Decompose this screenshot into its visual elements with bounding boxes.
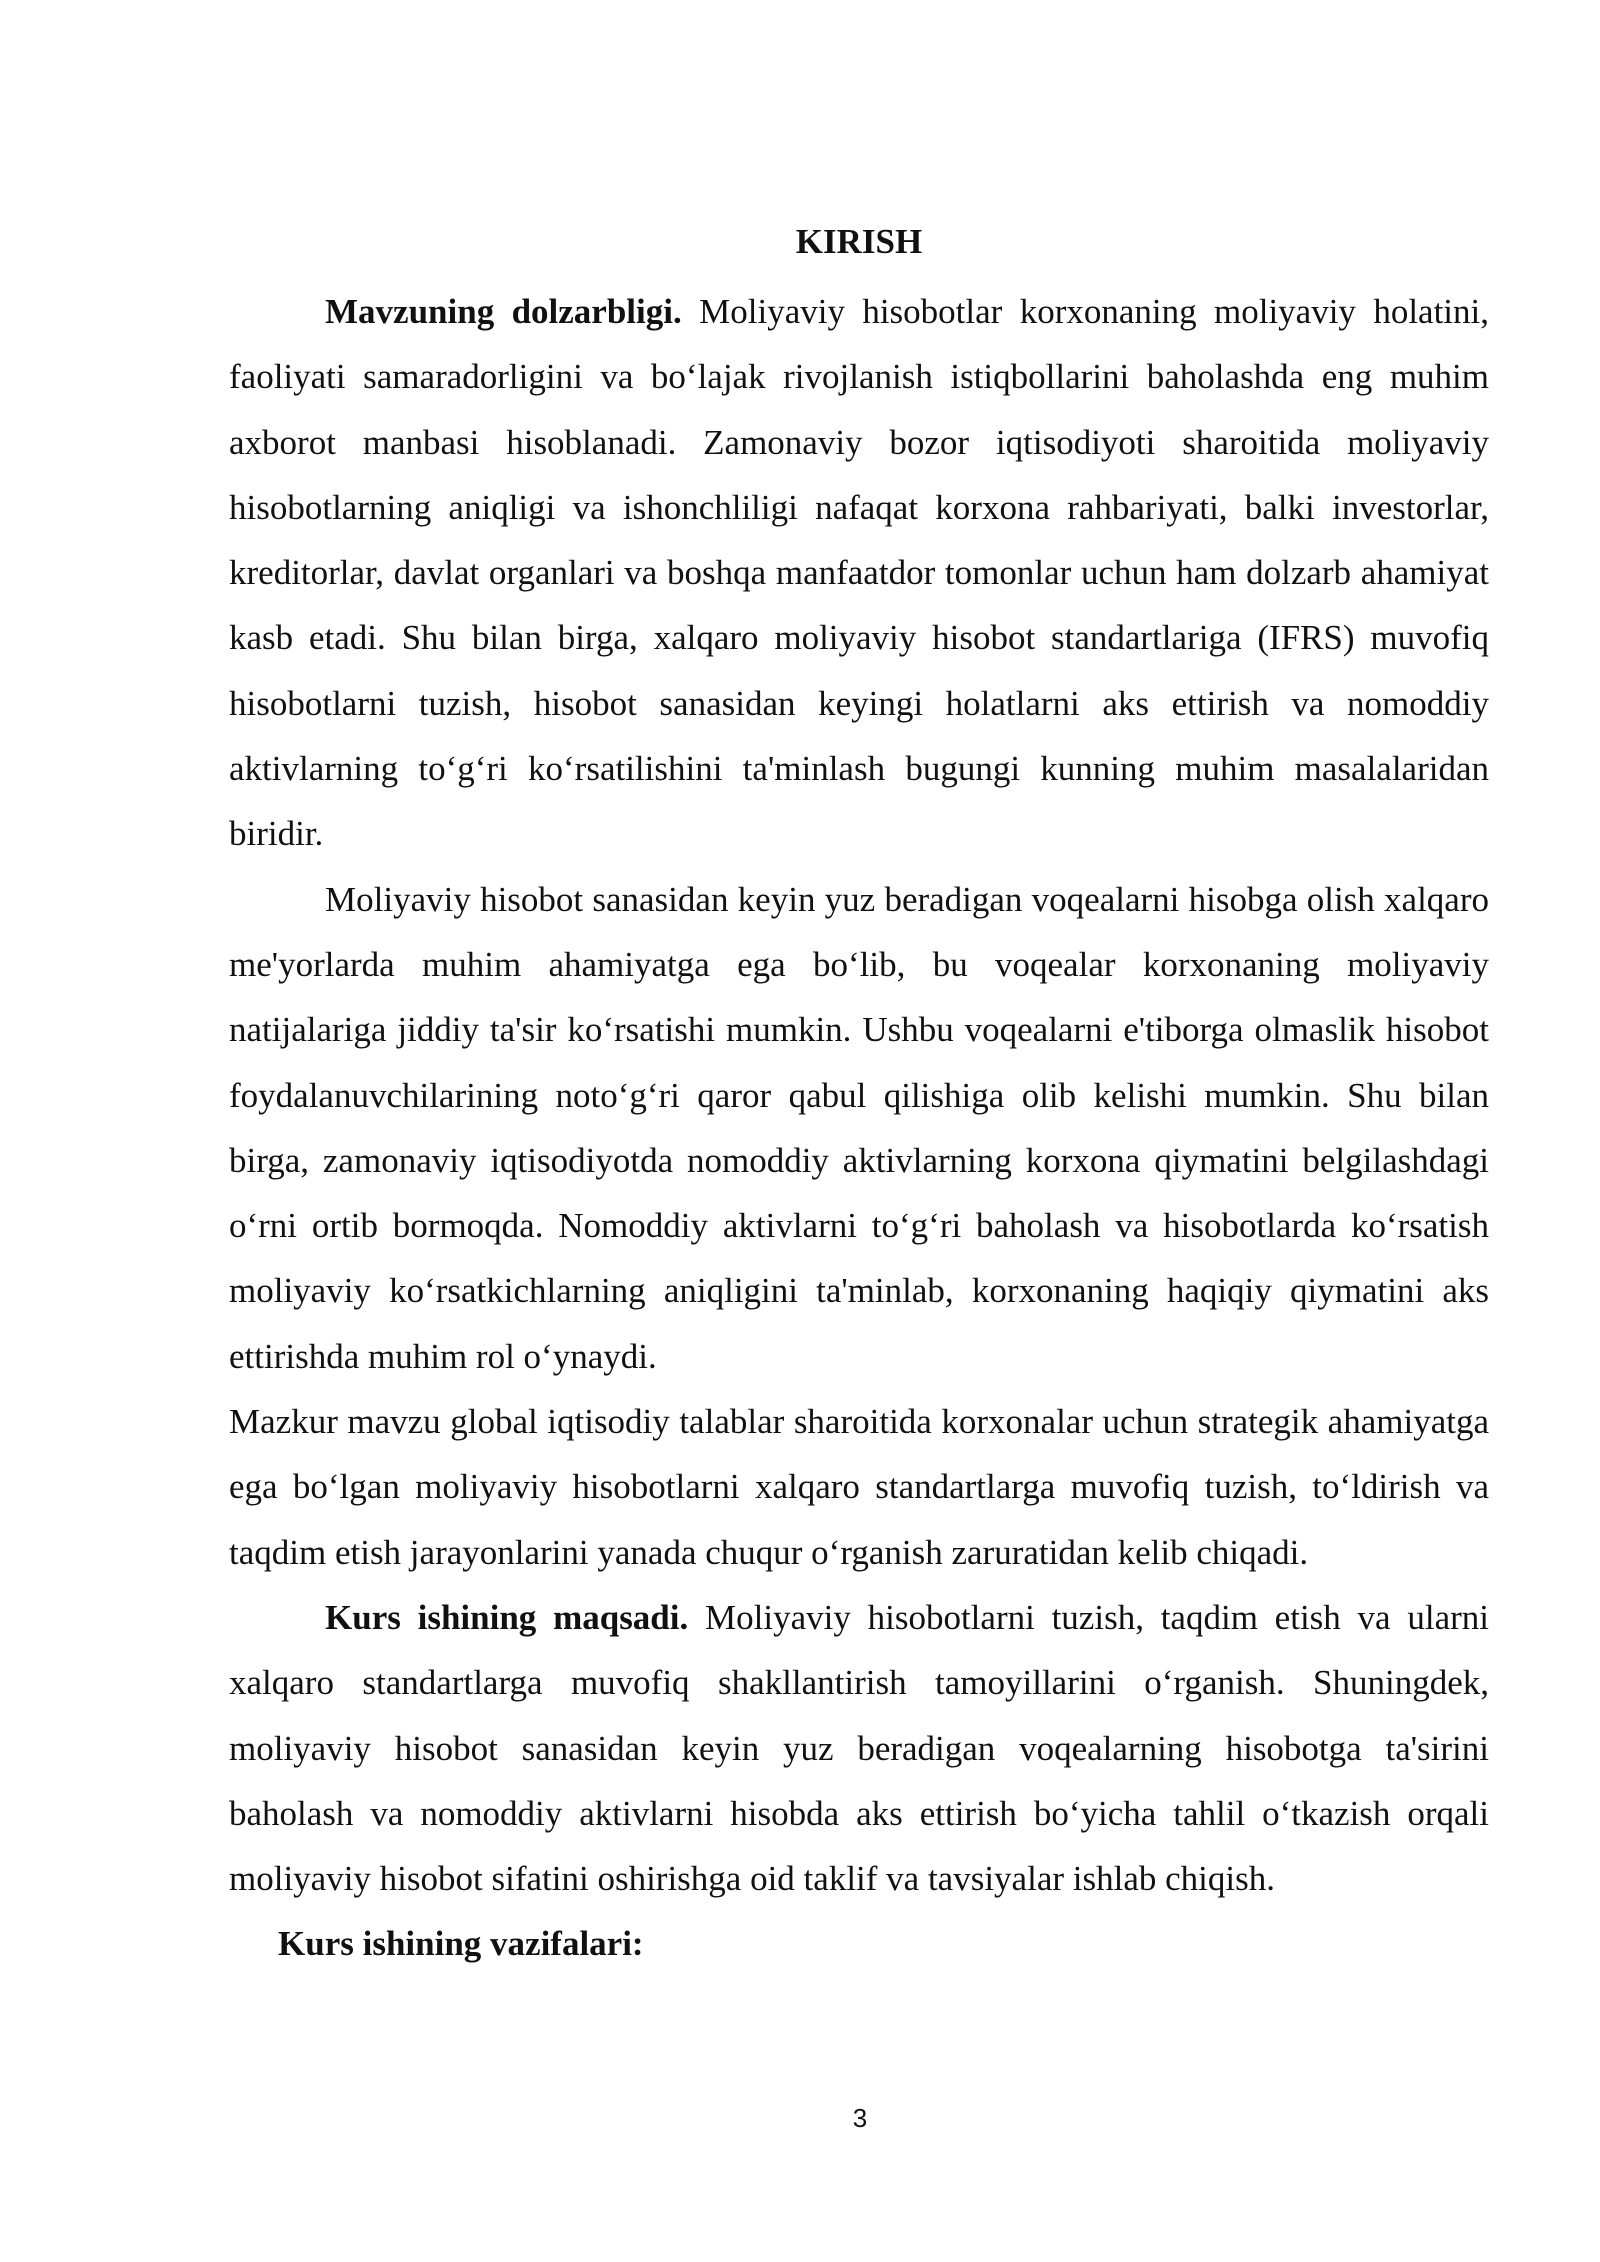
topic-paragraph <box>229 1389 1489 1585</box>
relevance-paragraph <box>229 279 1489 867</box>
events-paragraph <box>229 867 1489 1389</box>
page-content <box>229 214 1489 1977</box>
goal-text: Moliyaviy hisobotlarni tuzish, taqdim etish va ularni xalqaro standartlarga muvofiq shakllantirish tamoyillarini o‘rganish. Shuningdek, moliyaviy hisobot sanasidan keyin yuz beradigan voqealarning hisobotga ta'sirini baholash va nomoddiy aktivlarni hisobda aks ettirish bo‘yicha tahlil o‘tkazish orqali moliyaviy hisobot sifatini oshirishga oid taklif va tavsiyalar ishlab chiqish. <box>229 1597 1489 1899</box>
page-number: 3 <box>852 2103 868 2133</box>
goal-lead: Kurs ishining maqsadi. <box>325 1597 689 1637</box>
topic-text: Mazkur mavzu global iqtisodiy talablar sharoitida korxonalar uchun strategik ahamiyatga ega bo‘lgan moliyaviy hisobotlarni xalqaro standartlarga muvofiq tuzish, to‘ldirish va taqdim etish jarayonlarini yanada chuqur o‘rganish zaruratidan kelib chiqadi. <box>229 1402 1489 1572</box>
goal-paragraph <box>229 1585 1489 1911</box>
section-title: KIRISH <box>795 222 923 261</box>
relevance-lead: Mavzuning dolzarbligi. <box>325 292 682 331</box>
tasks-heading: Kurs ishining vazifalari: <box>278 1924 644 1964</box>
events-text: Moliyaviy hisobot sanasidan keyin yuz beradigan voqealarni hisobga olish xalqaro me'yorlarda muhim ahamiyatga ega bo‘lib, bu voqealar korxonaning moliyaviy natijalariga jiddiy ta'sir ko‘rsatishi mumkin. Ushbu voqealarni e'tiborga olmaslik hisobot foydalanuvchilarining noto‘g‘ri qaror qabul qilishiga olib kelishi mumkin. Shu bilan birga, zamonaviy iqtisodiyotda nomoddiy aktivlarning korxona qiymatini belgilashdagi o‘rni ortib bormoqda. Nomoddiy aktivlarni to‘g‘ri baholash va hisobotlarda ko‘rsatish moliyaviy ko‘rsatkichlarning aniqligini ta'minlab, korxonaning haqiqiy qiymatini aks ettirishda muhim rol o‘ynaydi. <box>229 879 1489 1376</box>
relevance-text: Moliyaviy hisobotlar korxonaning moliyaviy holatini, faoliyati samaradorligini va bo‘lajak rivojlanish istiqbollarini baholashda eng muhim axborot manbasi hisoblanadi. Zamonaviy bozor iqtisodiyoti sharoitida moliyaviy hisobotlarning aniqligi va ishonchliligi nafaqat korxona rahbariyati, balki investorlar, kreditorlar, davlat organlari va boshqa manfaatdor tomonlar uchun ham dolzarb ahamiyat kasb etadi. Shu bilan birga, xalqaro moliyaviy hisobot standartlariga (IFRS) muvofiq hisobotlarni tuzish, hisobot sanasidan keyingi holatlarni aks ettirish va nomoddiy aktivlarning to‘g‘ri ko‘rsatilishini ta'minlash bugungi kunning muhim masalalaridan biridir. <box>229 292 1489 854</box>
